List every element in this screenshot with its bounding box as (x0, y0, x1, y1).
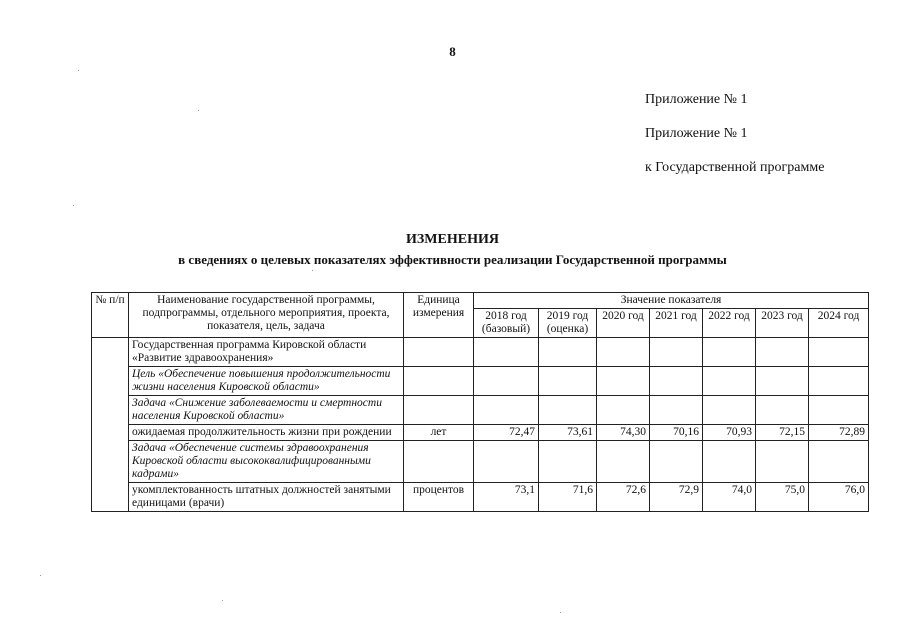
table-row (92, 367, 869, 396)
row-name: Цель «Обеспечение повышения продолжительности жизни населения Кировской области» (129, 367, 404, 396)
row-value: 70,16 (650, 425, 703, 441)
row-value (539, 441, 597, 483)
row-value: 76,0 (809, 483, 869, 512)
scan-speck (78, 70, 79, 71)
row-value: 73,1 (474, 483, 539, 512)
table-row (92, 396, 869, 425)
row-value (756, 441, 809, 483)
header-year: 2020 год (597, 309, 650, 338)
row-value (474, 441, 539, 483)
header-year: 2022 год (703, 309, 756, 338)
row-name: ожидаемая продолжительность жизни при рождении (129, 425, 404, 441)
row-value (474, 338, 539, 367)
table-row (92, 441, 869, 483)
appendix-label: Приложение № 1 (645, 126, 748, 141)
row-value (539, 367, 597, 396)
row-value: 75,0 (756, 483, 809, 512)
row-value: 74,0 (703, 483, 756, 512)
row-value (809, 367, 869, 396)
row-value (809, 338, 869, 367)
scan-speck (312, 270, 313, 271)
scan-speck (560, 612, 561, 613)
header-value-group: Значение показателя (474, 293, 869, 309)
header-year: 2018 год (базовый) (474, 309, 539, 338)
row-value: 72,47 (474, 425, 539, 441)
row-value (703, 367, 756, 396)
document-title: ИЗМЕНЕНИЯ (406, 232, 499, 247)
row-value (650, 441, 703, 483)
row-value (756, 367, 809, 396)
row-number-cell (92, 338, 129, 512)
row-value: 72,6 (597, 483, 650, 512)
row-unit (404, 338, 474, 367)
row-unit: лет (404, 425, 474, 441)
row-value (703, 338, 756, 367)
row-value (474, 367, 539, 396)
row-value (809, 441, 869, 483)
scan-speck (73, 205, 74, 206)
row-name: укомплектованность штатных должностей занятыми единицами (врачи) (129, 483, 404, 512)
document-subtitle: в сведениях о целевых показателях эффективности реализации Государственной программы (178, 252, 727, 267)
row-unit (404, 396, 474, 425)
appendix-reference: к Государственной программе (645, 160, 825, 175)
row-value (597, 367, 650, 396)
row-value (597, 338, 650, 367)
row-value: 74,30 (597, 425, 650, 441)
scan-speck (40, 575, 41, 576)
row-value (756, 396, 809, 425)
row-value (756, 338, 809, 367)
indicators-table (91, 292, 869, 512)
table-row (92, 483, 869, 512)
row-value: 72,89 (809, 425, 869, 441)
header-unit: Единица измерения (404, 293, 474, 338)
page-number: 8 (449, 44, 456, 59)
header-year: 2024 год (809, 309, 869, 338)
row-value (703, 396, 756, 425)
header-year: 2023 год (756, 309, 809, 338)
row-value (474, 396, 539, 425)
header-year: 2021 год (650, 309, 703, 338)
row-value: 71,6 (539, 483, 597, 512)
row-value (650, 338, 703, 367)
appendix-label: Приложение № 1 (645, 92, 748, 107)
row-name: Задача «Обеспечение системы здравоохранения Кировской области высококвалифицированными кадрами» (129, 441, 404, 483)
scan-speck (198, 110, 199, 111)
row-value: 72,9 (650, 483, 703, 512)
row-value: 73,61 (539, 425, 597, 441)
row-name: Государственная программа Кировской области «Развитие здравоохранения» (129, 338, 404, 367)
row-value (809, 396, 869, 425)
row-value (703, 441, 756, 483)
header-number: № п/п (92, 293, 129, 338)
row-name: Задача «Снижение заболеваемости и смертности населения Кировской области» (129, 396, 404, 425)
row-value (539, 338, 597, 367)
row-value (597, 441, 650, 483)
row-value (597, 396, 650, 425)
header-name: Наименование государственной программы, подпрограммы, отдельного мероприятия, проекта, показателя, цель, задача (129, 293, 404, 338)
row-value: 70,93 (703, 425, 756, 441)
header-year: 2019 год (оценка) (539, 309, 597, 338)
row-unit (404, 441, 474, 483)
table-row (92, 425, 869, 441)
row-value (650, 367, 703, 396)
row-value (650, 396, 703, 425)
scan-speck (222, 600, 223, 601)
table-row (92, 338, 869, 367)
row-unit: процентов (404, 483, 474, 512)
row-value (539, 396, 597, 425)
row-value: 72,15 (756, 425, 809, 441)
row-unit (404, 367, 474, 396)
